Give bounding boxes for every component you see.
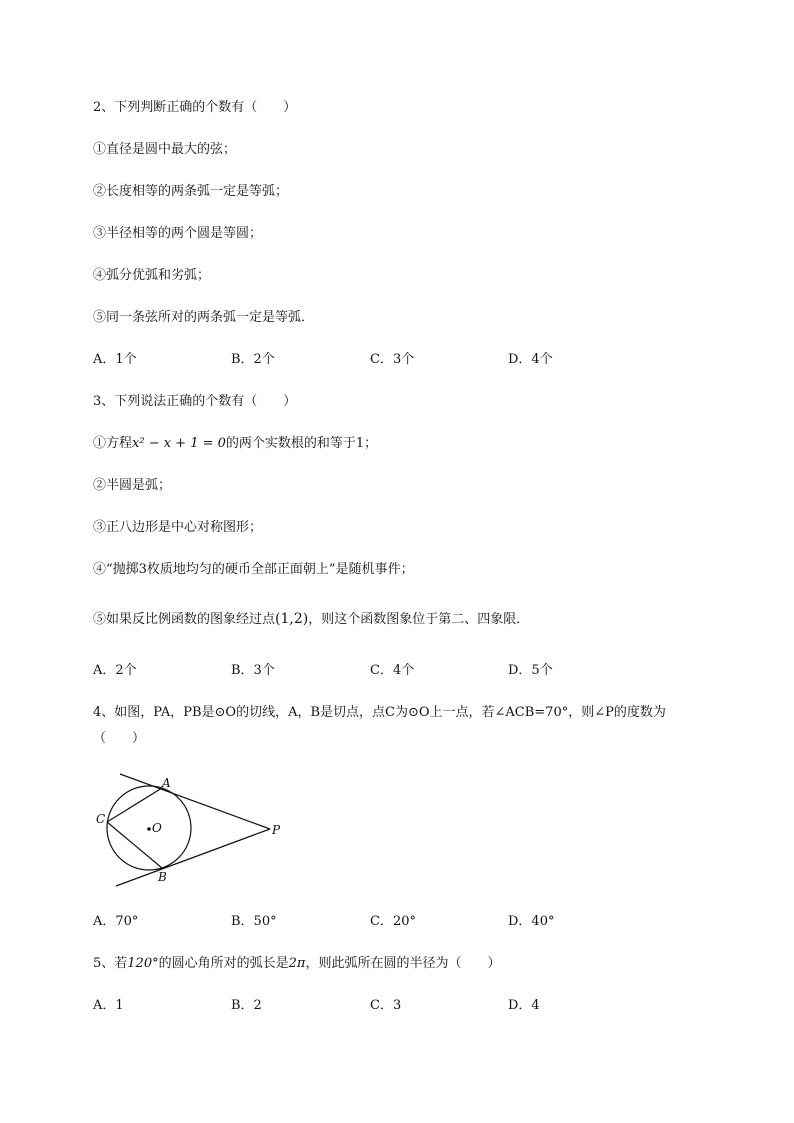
q2-item-1: ①直径是圆中最大的弦； xyxy=(93,142,237,157)
q5-angle: 120° xyxy=(127,956,159,971)
q3-item-5-prefix: ⑤如果反比例函数的图象经过点 xyxy=(93,612,276,627)
q5-stem-prefix: 5、若 xyxy=(93,956,128,971)
q5-option-b: B．2 xyxy=(231,998,262,1013)
q3-option-c: C．4个 xyxy=(370,663,415,678)
label-o: O xyxy=(152,821,162,835)
q5-option-c: C．3 xyxy=(370,998,402,1013)
q2-option-c: C．3个 xyxy=(370,352,415,367)
center-point-o xyxy=(147,827,151,831)
q3-item-1-prefix: ①方程 xyxy=(93,436,133,451)
q3-item-4: ④“抛掷3枚质地均匀的硬币全部正面朝上”是随机事件； xyxy=(93,562,414,577)
q2-item-2: ②长度相等的两条弧一定是等弧； xyxy=(93,184,289,199)
tangent-line-pb xyxy=(116,829,270,886)
q4-option-a: A．70° xyxy=(93,914,139,929)
q4-stem-line-1: 4、如图，PA，PB是⊙O的切线，A，B是切点，点C为⊙O上一点，若∠ACB=70°，则∠P的度数为 xyxy=(93,705,666,720)
q5-stem xyxy=(93,955,500,973)
tangent-line-pa xyxy=(120,774,270,829)
q3-option-b: B．3个 xyxy=(231,663,275,678)
q4-stem-line-2: （ ） xyxy=(93,731,146,746)
q3-item-3: ③正八边形是中心对称图形； xyxy=(93,520,263,535)
q3-item-1-equation: x² − x + 1 = 0 xyxy=(132,436,226,451)
q2-item-4: ④弧分优弧和劣弧； xyxy=(93,268,211,283)
q3-item-5 xyxy=(93,610,529,629)
q3-item-1 xyxy=(93,435,377,453)
q4-option-d: D．40° xyxy=(508,914,555,929)
q3-item-5-point: (1,2) xyxy=(275,611,309,627)
q4-option-b: B．50° xyxy=(231,914,277,929)
q2-item-3: ③半径相等的两个圆是等圆； xyxy=(93,226,263,241)
label-a: A xyxy=(162,776,171,790)
q2-option-b: B．2个 xyxy=(231,352,275,367)
q2-option-d: D．4个 xyxy=(508,352,553,367)
q5-stem-suffix: ，则此弧所在圆的半径为（ ） xyxy=(305,956,501,971)
tangent-circle-figure xyxy=(92,768,292,890)
q4-option-c: C．20° xyxy=(370,914,416,929)
q5-arc-length: 2π xyxy=(288,956,306,971)
q3-stem: 3、下列说法正确的个数有（ ） xyxy=(93,394,297,409)
q3-option-a: A．2个 xyxy=(93,663,137,678)
label-p: P xyxy=(272,823,281,837)
q5-option-a: A．1 xyxy=(93,998,124,1013)
q2-stem: 2、下列判断正确的个数有（ ） xyxy=(93,100,297,115)
q5-stem-middle: 的圆心角所对的弧长是 xyxy=(158,956,289,971)
q3-item-5-suffix: ，则这个函数图象位于第二、四象限． xyxy=(308,612,530,627)
label-c: C xyxy=(96,812,106,826)
label-b: B xyxy=(158,870,167,884)
q3-option-d: D．5个 xyxy=(508,663,553,678)
q3-item-2: ②半圆是弧； xyxy=(93,478,172,493)
q5-option-d: D．4 xyxy=(508,998,540,1013)
chord-ca xyxy=(107,788,162,822)
q2-option-a: A．1个 xyxy=(93,352,137,367)
q3-item-1-suffix: 的两个实数根的和等于1； xyxy=(225,436,378,451)
q2-item-5: ⑤同一条弦所对的两条弧一定是等弧． xyxy=(93,310,315,325)
